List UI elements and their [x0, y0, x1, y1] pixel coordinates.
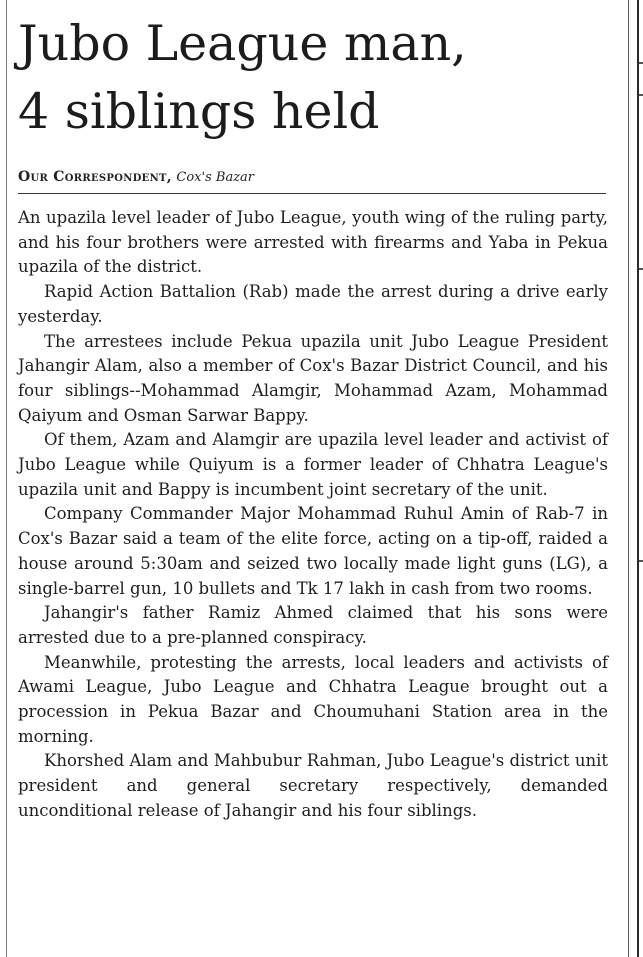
paragraph: The arrestees include Pekua upazila unit Jubo League President Jahangir Alam, also a member of Cox's Bazar District Council, and his four siblings--Mohammad Alamgir, Mohammad Azam, Mohammad Qaiyum and Osman Sarwar Bappy. [18, 331, 608, 425]
paragraph: An upazila level leader of Jubo League, youth wing of the ruling party, and his four brothers were arrested with firearms and Yaba in Pekua upazila of the district. [18, 208, 608, 277]
headline [18, 10, 624, 146]
edge-mark [639, 560, 643, 562]
paragraph: Rapid Action Battalion (Rab) made the arrest during a drive early yesterday. [18, 282, 608, 326]
edge-mark [639, 94, 643, 96]
paragraph: Meanwhile, protesting the arrests, local leaders and activists of Awami League, Jubo League and Chhatra League brought out a procession in Pekua Bazar and Choumuhani Station area in the morning. [18, 652, 608, 746]
column-rule-left [6, 0, 7, 957]
headline-line-2: 4 siblings held [18, 83, 380, 140]
paragraph: Khorshed Alam and Mahbubur Rahman, Jubo League's district unit president and general secretary respectively, demanded unconditional release of Jahangir and his four siblings. [18, 751, 608, 820]
byline-correspondent: Our Correspondent, [18, 169, 172, 185]
byline-location: Cox's Bazar [176, 170, 255, 185]
paragraph: Company Commander Major Mohammad Ruhul Amin of Rab-7 in Cox's Bazar said a team of the elite force, acting on a tip-off, raided a house around 5:30am and seized two locally made light guns (LG), a single-barrel gun, 10 bullets and Tk 17 lakh in cash from two rooms. [18, 504, 608, 598]
adjacent-column-edge [637, 0, 643, 957]
byline-divider [18, 193, 606, 194]
paragraph: Jahangir's father Ramiz Ahmed claimed that his sons were arrested due to a pre-planned conspiracy. [18, 603, 608, 647]
article-body [18, 206, 608, 824]
byline [18, 168, 624, 187]
paragraph: Of them, Azam and Alamgir are upazila level leader and activist of Jubo League while Quiyum is a former leader of Chhatra League's upazila unit and Bappy is incumbent joint secretary of the unit. [18, 430, 608, 499]
news-article [18, 10, 624, 824]
edge-mark [639, 268, 643, 270]
column-rule-right [628, 0, 629, 957]
edge-mark [639, 62, 643, 64]
headline-line-1: Jubo League man, [18, 15, 467, 72]
